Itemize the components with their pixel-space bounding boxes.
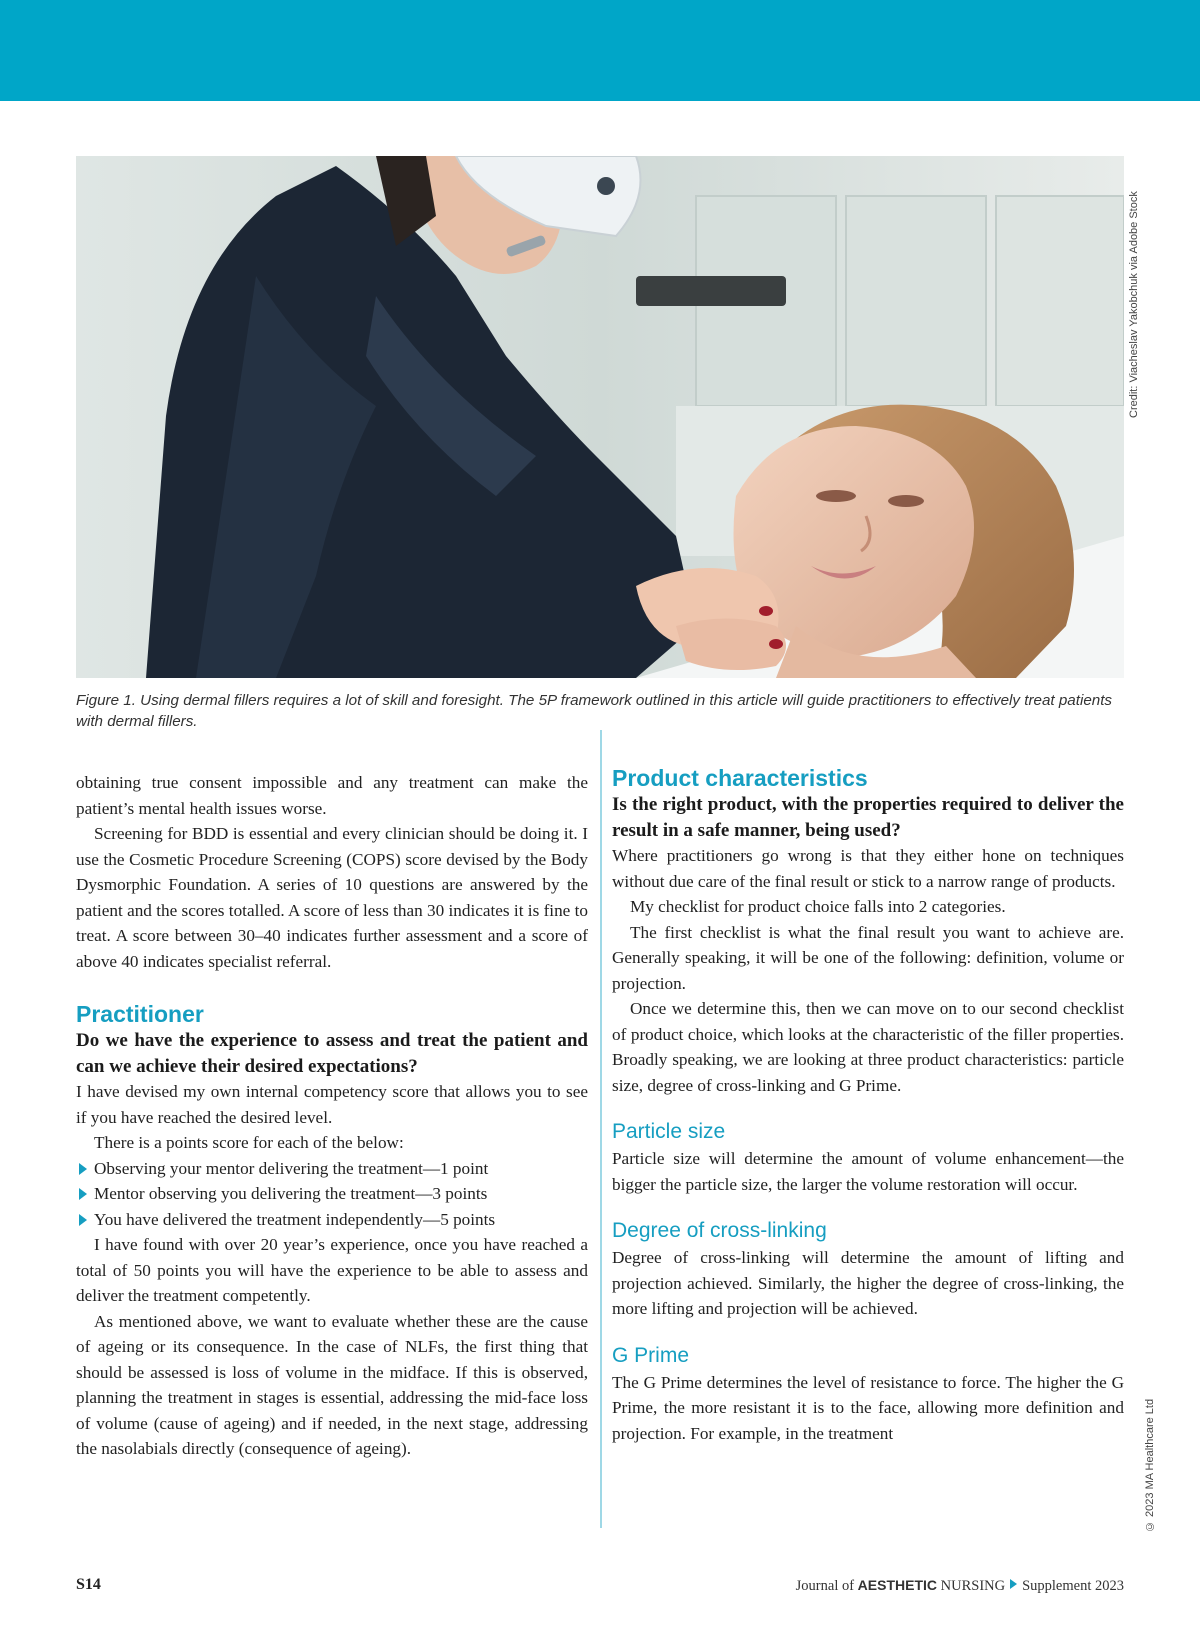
copyright-notice: © 2023 MA Healthcare Ltd <box>1144 1398 1156 1532</box>
paragraph: Where practitioners go wrong is that they either hone on techniques without due care of the final result or stick to a narrow range of products. <box>612 846 1124 891</box>
paragraph: There is a points score for each of the below: <box>94 1133 404 1152</box>
paragraph: My checklist for product choice falls into 2 categories. <box>630 897 1006 916</box>
paragraph: As mentioned above, we want to evaluate whether these are the cause of ageing or its consequence. In the case of NLFs, the first thing that should be assessed is loss of volume in the midface. If this is observed, planning the treatment in stages is essential, addressing the mid-face loss of volume (cause of ageing) and if needed, in the next stage, addressing the nasolabials directly (consequence of ageing). <box>76 1311 588 1458</box>
subheading-g-prime: G Prime <box>612 1343 690 1367</box>
list-item: Mentor observing you delivering the treatment—3 points <box>76 1181 588 1207</box>
list-item: You have delivered the treatment independently—5 points <box>76 1207 588 1233</box>
paragraph: The first checklist is what the final result you want to achieve are. Generally speaking, it will be one of the following: definition, volume or projection. <box>612 922 1124 993</box>
paragraph: I have devised my own internal competency score that allows you to see if you have reached the desired level. <box>76 1082 588 1127</box>
figure-caption: Figure 1. Using dermal fillers requires a lot of skill and foresight. The 5P framework outlined in this article will guide practitioners to effectively treat patients with dermal fillers. <box>76 692 1113 730</box>
paragraph: obtaining true consent impossible and any treatment can make the patient’s mental health issues worse. <box>76 773 588 818</box>
section-question: Is the right product, with the properties required to deliver the result in a safe manner, being used? <box>612 794 1124 841</box>
paragraph: I have found with over 20 year’s experience, once you have reached a total of 50 points you will have the experience to be able to assess and deliver the treatment competently. <box>76 1235 588 1305</box>
bullet-triangle-icon <box>79 1188 87 1200</box>
list-item: Observing your mentor delivering the treatment—1 point <box>76 1156 588 1182</box>
section-heading-product: Product characteristics <box>612 765 868 791</box>
column-divider <box>600 730 602 1528</box>
journal-prefix: Journal of <box>795 1578 855 1594</box>
paragraph: Particle size will determine the amount of volume enhancement—the bigger the particle size, the larger the volume restoration will occur. <box>612 1149 1124 1194</box>
photo-credit: Credit: Viacheslav Yakobchuk via Adobe Stock <box>1128 191 1140 418</box>
right-column <box>612 764 1124 1446</box>
section-question: Do we have the experience to assess and treat the patient and can we achieve their desired expectations? <box>76 1030 588 1077</box>
paragraph: Degree of cross-linking will determine the amount of lifting and projection achieved. Similarly, the higher the degree of cross-linking, the more lifting and projection will be achieved. <box>612 1248 1124 1318</box>
paragraph: Screening for BDD is essential and every clinician should be doing it. I use the Cosmetic Procedure Screening (COPS) score devised by the Body Dysmorphic Foundation. A series of 10 questions are answered by the patient and the scores totalled. A score of less than 30 indicates it is fine to treat. A score between 30–40 indicates further assessment and a score of above 40 indicates specialist referral. <box>76 824 588 971</box>
page-number: S14 <box>76 1576 101 1593</box>
paragraph: The G Prime determines the level of resistance to force. The higher the G Prime, the more resistant it is to the face, allowing more definition and projection. For example, in the treatment <box>612 1372 1124 1443</box>
paragraph: Once we determine this, then we can move on to our second checklist of product choice, which looks at the characteristic of the filler properties. Broadly speaking, we are looking at three product characteristics: particle size, degree of cross-linking and G Prime. <box>612 999 1124 1095</box>
journal-suffix: NURSING <box>940 1578 1006 1594</box>
section-heading-practitioner: Practitioner <box>76 1001 204 1027</box>
points-list <box>76 1156 588 1233</box>
subheading-cross-linking: Degree of cross-linking <box>612 1219 827 1242</box>
figure-photo <box>76 156 1124 678</box>
bullet-triangle-icon <box>79 1163 87 1175</box>
top-color-band <box>0 0 1200 101</box>
subheading-particle-size: Particle size <box>612 1120 726 1143</box>
bullet-triangle-icon <box>79 1214 87 1226</box>
supplement-label: Supplement 2023 <box>1022 1578 1124 1594</box>
left-column <box>76 770 588 1462</box>
journal-footer <box>796 1577 1124 1595</box>
journal-name-bold: AESTHETIC <box>857 1577 938 1593</box>
separator-triangle-icon <box>1010 1579 1017 1589</box>
